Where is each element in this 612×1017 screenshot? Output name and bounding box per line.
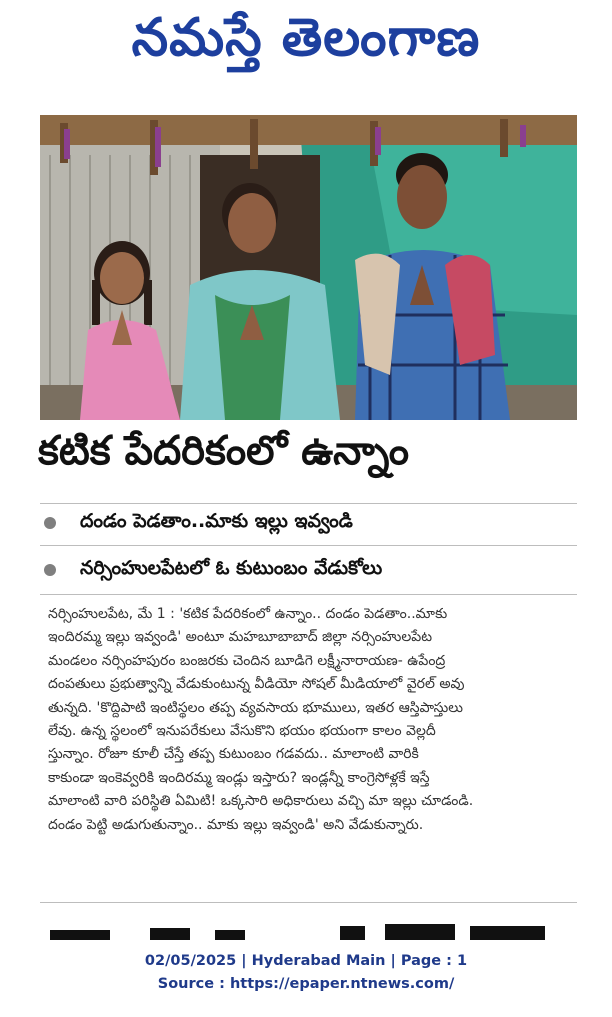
source-line: Source : https://epaper.ntnews.com/	[157, 976, 455, 992]
body-line: లేవు. ఉన్న స్థలంలో ఇనుపరేకులు వేసుకొని భయం భయంగా కాలం వెల్లదీ	[48, 723, 436, 740]
bullet-dot-icon	[44, 517, 56, 529]
article-body	[48, 603, 578, 837]
article-photo	[40, 115, 577, 420]
divider-bottom	[40, 594, 577, 595]
divider-middle	[40, 545, 577, 546]
body-line: కాకుండా ఇంకెవ్వరికి ఇందిరమ్మ ఇండ్లు ఇస్తారు? ఇండ్లన్నీ కాంగ్రెసోళ్లకే ఇస్తే	[48, 769, 430, 786]
article-headline: కటిక పేదరికంలో ఉన్నాం	[38, 428, 410, 474]
family-photo-illustration	[40, 115, 577, 420]
body-line: మండలం నర్సింహపురం బంజరకు చెందిన బూడిగె లక్ష్మీనారాయణ- ఉపేంద్ర	[48, 652, 446, 669]
bullet-point-2	[40, 550, 580, 590]
newspaper-masthead	[0, 0, 612, 90]
body-line: స్తున్నాం. రోజూ కూలీ చేస్తే తప్ప కుటుంబం గడవదు.. మాలాంటి వారికి	[48, 746, 419, 763]
bullet-text: నర్సింహులపేటలో ఓ కుటుంబం వేడుకోలు	[80, 556, 383, 579]
masthead-title: నమస్తే తెలంగాణ	[131, 8, 481, 68]
body-line: మాలాంటి వారి పరిస్థితి ఏమిటి! ఒక్కసారి అధికారులు వచ్చి మా ఇల్లు చూడండి.	[48, 793, 474, 810]
body-line: నర్సింహులపేట, మే 1 : 'కటిక పేదరికంలో ఉన్నాం.. దండం పెడతాం..మాకు	[48, 606, 448, 622]
divider-next-article	[40, 902, 577, 903]
page-footer	[0, 950, 612, 996]
body-line: తున్నది. 'కొద్దిపాటి ఇంటిస్థలం తప్ప వ్యవసాయ భూములు, ఇతర ఆస్తిపాస్తులు	[48, 699, 464, 716]
body-line: ఇందిరమ్మ ఇల్లు ఇవ్వండి' అంటూ మహబూబాబాద్ జిల్లా నర్సింహులపేట	[48, 629, 433, 646]
next-article-cropped-headline	[40, 922, 577, 940]
body-line: దండం పెట్టి అడుగుతున్నాం.. మాకు ఇల్లు ఇవ్వండి' అని వేడుకున్నారు.	[48, 816, 424, 833]
bullet-dot-icon	[44, 564, 56, 576]
body-line: దంపతులు ప్రభుత్వాన్ని వేడుకుంటున్న వీడియో సోషల్ మీడియాలో వైరల్ అవు	[48, 676, 465, 693]
edition-line: 02/05/2025 | Hyderabad Main | Page : 1	[144, 953, 468, 969]
bullet-text: దండం పెడతాం..మాకు ఇల్లు ఇవ్వండి	[80, 509, 353, 532]
bullet-point-1	[40, 503, 580, 543]
